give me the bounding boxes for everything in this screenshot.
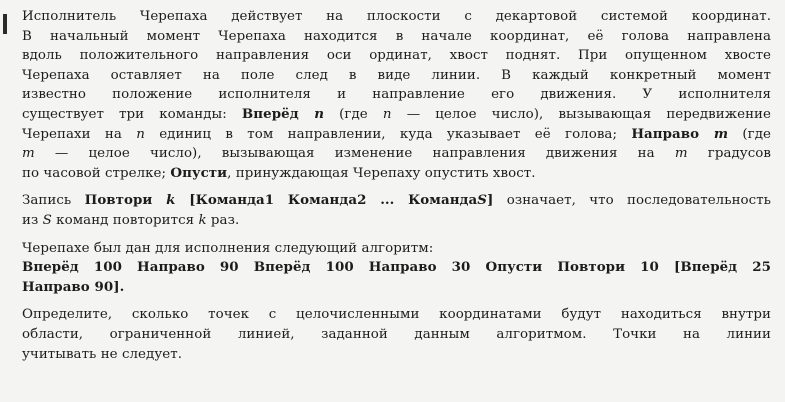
text-fragment: команд повторится bbox=[51, 212, 199, 228]
variable-n: n bbox=[382, 106, 392, 122]
variable-n: n bbox=[136, 126, 145, 142]
text-fragment: раз. bbox=[206, 212, 240, 228]
text-line: В начальный момент Черепаха находится в начале координат, её голова направлена bbox=[22, 28, 771, 44]
variable-m: m bbox=[674, 146, 688, 162]
text-line bbox=[22, 105, 771, 125]
text-line: вдоль положительного направления оси ординат, хвост поднят. При опущенном хвосте bbox=[22, 48, 771, 64]
text-line bbox=[22, 144, 771, 164]
variable-m: m bbox=[22, 146, 35, 162]
algorithm-code-line: Вперёд 100 Направо 90 Вперёд 100 Направо 30 Опусти Повтори 10 [Вперёд 25 bbox=[22, 259, 771, 276]
repeat-syntax-paragraph bbox=[22, 191, 771, 230]
text-line: известно положение исполнителя и направление его движения. У исполнителя bbox=[22, 87, 771, 103]
command-pen-down: Опусти bbox=[170, 164, 228, 181]
text-line: Черепаха оставляет на поле след в виде линии. В каждый конкретный момент bbox=[22, 67, 771, 83]
variable-s: S bbox=[477, 192, 487, 209]
margin-mark bbox=[3, 14, 7, 34]
variable-m: m bbox=[699, 125, 729, 142]
text-line: учитывать не следует. bbox=[22, 346, 182, 362]
variable-n: n bbox=[298, 105, 324, 122]
text-fragment: существует три команды: bbox=[22, 106, 242, 122]
task-description-paragraph bbox=[22, 7, 771, 183]
text-fragment: (где bbox=[324, 106, 383, 122]
text-fragment: Запись bbox=[22, 193, 85, 209]
algorithm-code-line: Направо 90]. bbox=[22, 278, 125, 295]
algorithm-paragraph bbox=[22, 239, 771, 298]
text-line: Черепахе был дан для исполнения следующий алгоритм: bbox=[22, 240, 434, 256]
text-fragment: единиц в том направлении, куда указывает её голова; bbox=[144, 126, 632, 142]
bracket-close: ] bbox=[487, 192, 494, 209]
command-right: Направо bbox=[631, 125, 700, 142]
variable-s: S bbox=[42, 212, 52, 228]
variable-k: k bbox=[166, 192, 176, 209]
command-forward: Вперёд bbox=[241, 105, 299, 122]
text-fragment: градусов bbox=[687, 146, 771, 162]
text-line: Определите, сколько точек с целочисленными координатами будут находиться внутри bbox=[22, 307, 771, 323]
text-fragment: , принуждающая Черепаху опустить хвост. bbox=[227, 165, 536, 181]
text-fragment: означает, что последовательность bbox=[493, 193, 771, 209]
text-line bbox=[22, 164, 771, 184]
text-fragment: Черепахи на bbox=[22, 126, 137, 142]
variable-k: k bbox=[198, 212, 207, 228]
text-line bbox=[22, 125, 771, 145]
text-fragment: по часовой стрелке; bbox=[22, 165, 171, 181]
text-fragment: из bbox=[22, 212, 43, 228]
text-line bbox=[22, 191, 771, 211]
text-fragment: — целое число), вызывающая изменение направления движения на bbox=[34, 146, 675, 162]
text-fragment: (где bbox=[728, 126, 771, 142]
text-line bbox=[22, 211, 771, 231]
text-fragment: — целое число), вызывающая передвижение bbox=[391, 106, 771, 122]
text-line: Исполнитель Черепаха действует на плоскости с декартовой системой координат. bbox=[22, 9, 771, 24]
question-paragraph bbox=[22, 305, 771, 364]
command-repeat: Повтори bbox=[84, 192, 167, 209]
text-line: области, ограниченной линией, заданной данным алгоритмом. Точки на линии bbox=[22, 326, 771, 342]
command-list: [Команда1 Команда2 ... Команда bbox=[175, 192, 478, 209]
